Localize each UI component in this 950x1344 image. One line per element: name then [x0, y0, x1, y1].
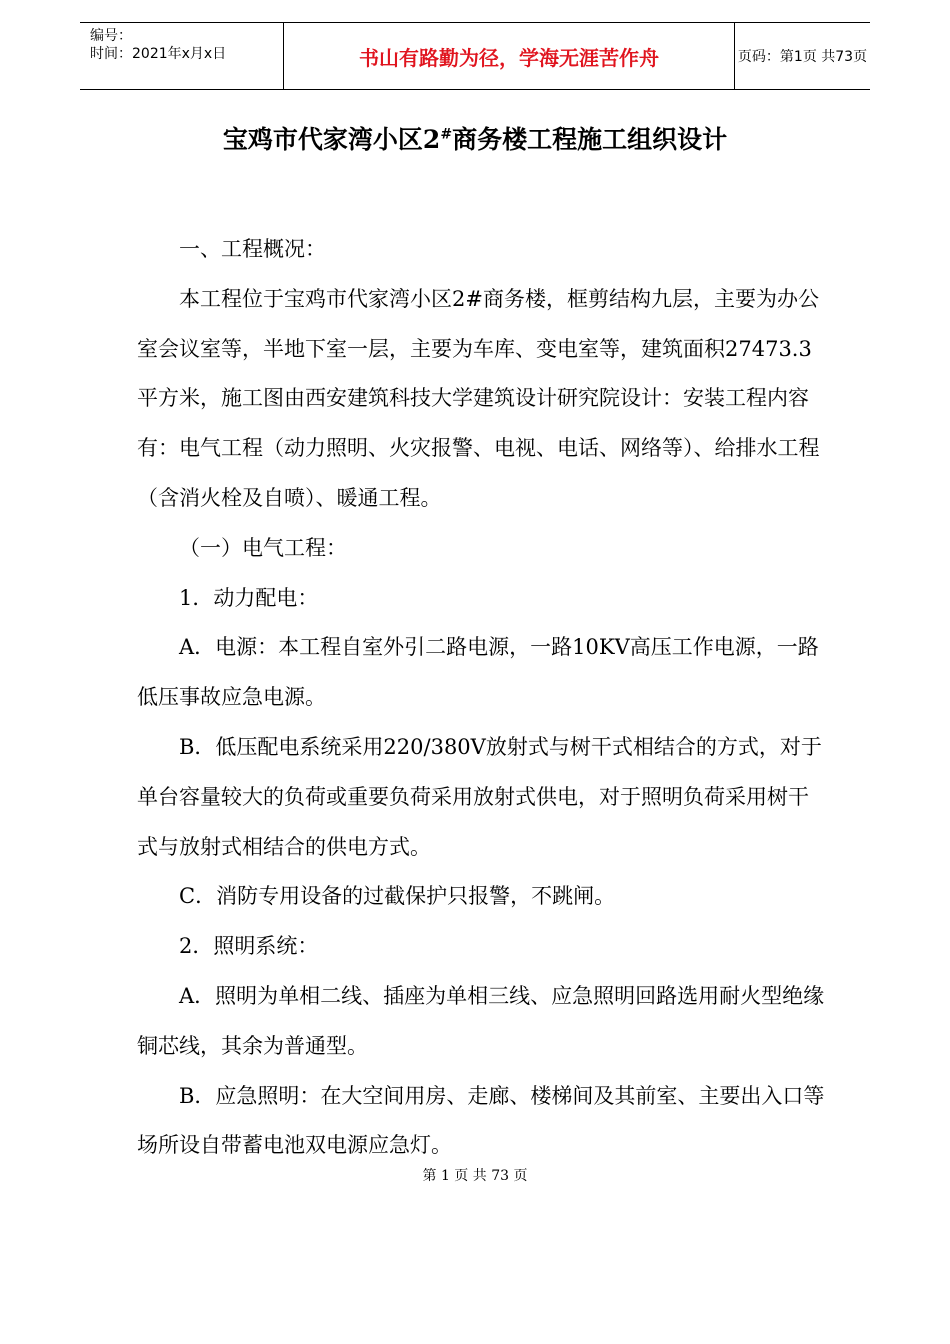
- paragraph: A．电源：本工程自室外引二路电源，一路10KV高压工作电源，一路低压事故应急电源。: [137, 635, 819, 710]
- page-footer: 第 1 页 共 73 页: [422, 1168, 528, 1184]
- paragraph: 本工程位于宝鸡市代家湾小区2#商务楼，框剪结构九层，主要为办公室会议室等，半地下室一层，主要为车库、变电室等，建筑面积27473.3平方米，施工图由西安建筑科技大学建筑设计研究院设计：安装工程内容有：电气工程（动力照明、火灾报警、电视、电话、网络等）、给排水工程（含消火栓及自喷）、暖通工程。: [137, 286, 820, 510]
- title-superscript: #: [440, 126, 453, 143]
- document-number-label: 编号：: [90, 28, 132, 44]
- paragraph: B．应急照明：在大空间用房、走廊、楼梯间及其前室、主要出入口等场所设自带蓄电池双电源应急灯。: [137, 1083, 825, 1158]
- paragraph: C．消防专用设备的过截保护只报警，不跳闸。: [179, 884, 616, 909]
- subsection-heading: （一）电气工程：: [179, 535, 347, 560]
- section-heading: 一、工程概况：: [179, 237, 326, 261]
- document-date: 时间：2021年x月x日: [90, 46, 227, 62]
- paragraph: B．低压配电系统采用220/380V放射式与树干式相结合的方式，对于单台容量较大的负荷或重要负荷采用放射式供电，对于照明负荷采用树干式与放射式相结合的供电方式。: [137, 734, 822, 859]
- header-page-info: 页码：第1页 共73页: [737, 49, 868, 65]
- title-main: 宝鸡市代家湾小区2: [222, 125, 441, 154]
- header-meta: [80, 23, 283, 89]
- title-rest: 商务楼工程施工组织设计: [452, 125, 728, 154]
- item-heading: 1．动力配电：: [179, 585, 319, 610]
- header-motto: 书山有路勤为径，学海无涯苦作舟: [283, 23, 735, 89]
- document-body: [137, 225, 827, 1171]
- paragraph: A．照明为单相二线、插座为单相三线、应急照明回路选用耐火型绝缘铜芯线，其余为普通型。: [137, 983, 825, 1058]
- item-heading: 2．照明系统：: [179, 934, 319, 959]
- document-title: [0, 122, 950, 158]
- page-header: [80, 22, 870, 90]
